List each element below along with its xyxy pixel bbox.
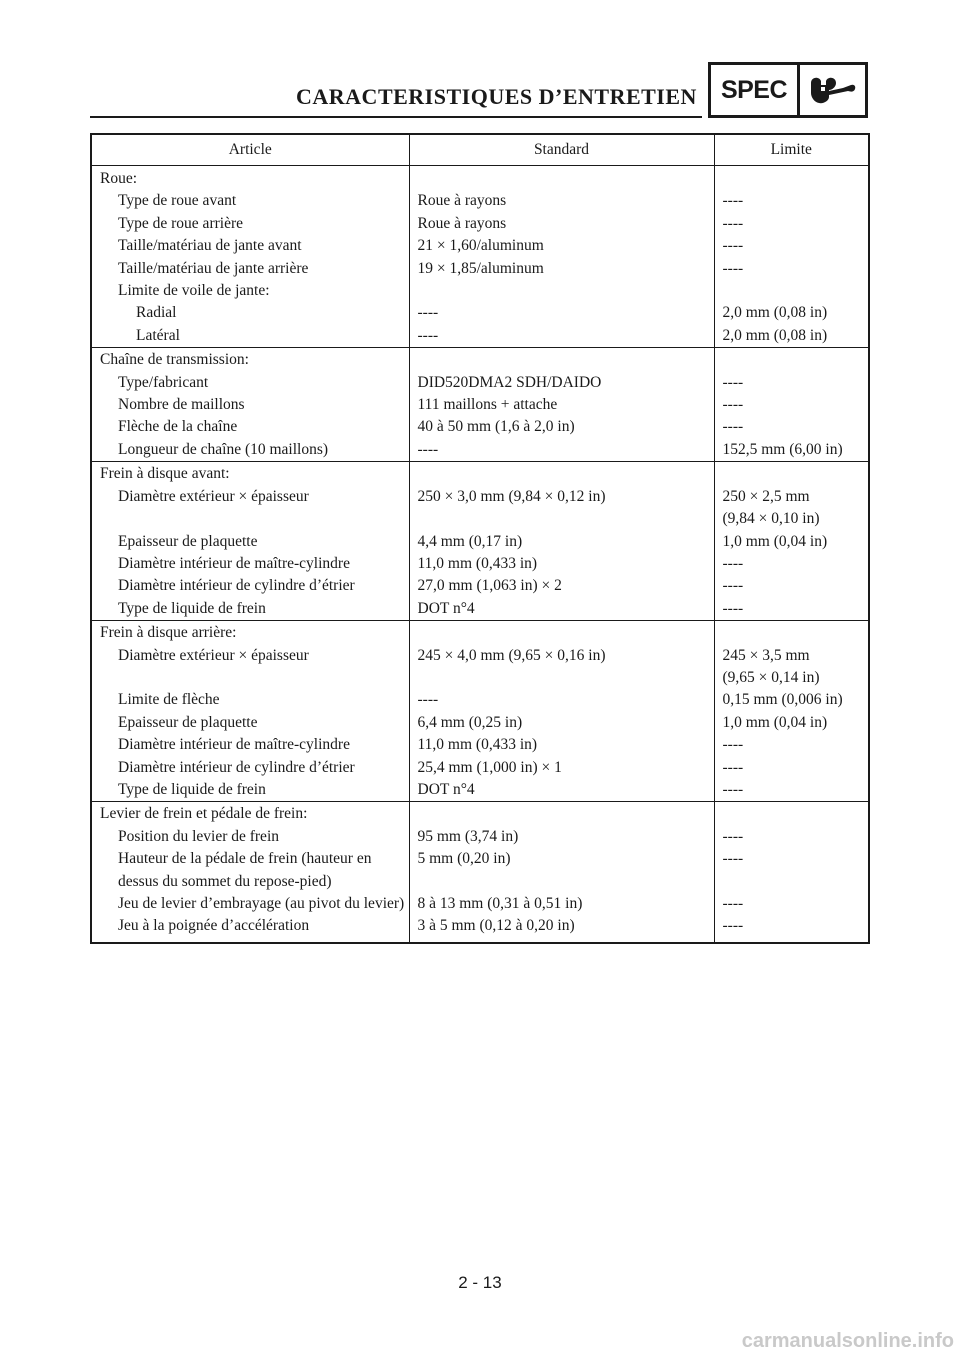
cell-limit	[714, 848, 869, 893]
table-row	[91, 915, 869, 942]
table-row	[91, 325, 869, 348]
table-row	[91, 553, 869, 575]
limit-value: 152,5 mm (6,00 in)	[722, 440, 843, 458]
cell-limit	[714, 258, 869, 280]
spec-badge	[708, 62, 868, 118]
limit-value: ----	[722, 780, 744, 798]
limit-value: 2,0 mm (0,08 in)	[722, 326, 828, 344]
cell-standard: DOT n°4	[409, 598, 714, 621]
cell-limit	[714, 645, 869, 690]
group-title: Levier de frein et pédale de frein:	[91, 802, 409, 826]
cell-standard: 40 à 50 mm (1,6 à 2,0 in)	[409, 416, 714, 438]
cell-limit	[714, 280, 869, 302]
cell-standard: ----	[409, 689, 714, 711]
table-row	[91, 826, 869, 848]
table-row	[91, 757, 869, 779]
cell-article: Type de liquide de frein	[118, 780, 266, 798]
table-row	[91, 531, 869, 553]
cell-standard: 25,4 mm (1,000 in) × 1	[409, 757, 714, 779]
cell-standard: 95 mm (3,74 in)	[409, 826, 714, 848]
limit-value: ----	[722, 418, 744, 436]
cell-limit	[714, 757, 869, 779]
limit-value: ----	[722, 827, 744, 845]
limit-value: ----	[722, 736, 744, 754]
cell-article: Limite de voile de jante:	[118, 282, 270, 300]
cell-limit	[714, 531, 869, 553]
cell-standard: ----	[409, 439, 714, 462]
table-row	[91, 712, 869, 734]
cell-standard: 11,0 mm (0,433 in)	[409, 553, 714, 575]
cell-standard: 27,0 mm (1,063 in) × 2	[409, 575, 714, 597]
limit-value: ----	[722, 237, 744, 255]
cell-limit	[714, 893, 869, 915]
cell-standard: Roue à rayons	[409, 190, 714, 212]
group-header-row	[91, 802, 869, 826]
cell-standard: 21 × 1,60/aluminum	[409, 235, 714, 257]
cell-limit	[714, 712, 869, 734]
cell-article: Type de roue avant	[118, 192, 237, 210]
table-row	[91, 893, 869, 915]
cell-article: Nombre de maillons	[118, 396, 245, 414]
cell-article: Diamètre intérieur de maître-cylindre	[118, 554, 350, 572]
cell-article: Diamètre intérieur de maître-cylindre	[118, 736, 350, 754]
cell-limit	[714, 734, 869, 756]
table-row	[91, 213, 869, 235]
cell-limit	[714, 372, 869, 394]
cell-standard: 3 à 5 mm (0,12 à 0,20 in)	[409, 915, 714, 942]
cell-article: Epaisseur de plaquette	[118, 532, 258, 550]
cell-standard: 111 maillons + attache	[409, 394, 714, 416]
column-header-standard: Standard	[409, 134, 714, 166]
cell-article: Longueur de chaîne (10 maillons)	[118, 440, 329, 458]
cell-standard: ----	[409, 302, 714, 324]
cell-standard: 245 × 4,0 mm (9,65 × 0,16 in)	[409, 645, 714, 690]
group-title: Frein à disque arrière:	[91, 621, 409, 645]
group-header-row	[91, 348, 869, 372]
cell-limit	[714, 689, 869, 711]
cell-standard: 5 mm (0,20 in)	[409, 848, 714, 893]
empty-cell	[409, 348, 714, 372]
empty-cell	[714, 348, 869, 372]
table-row	[91, 848, 869, 893]
table-row	[91, 734, 869, 756]
cell-standard: DID520DMA2 SDH/DAIDO	[409, 372, 714, 394]
empty-cell	[409, 462, 714, 486]
table-header-row	[91, 134, 869, 166]
table-row	[91, 302, 869, 324]
table-row	[91, 439, 869, 462]
limit-value: 1,0 mm (0,04 in)	[722, 532, 828, 550]
cell-limit	[714, 553, 869, 575]
table-row	[91, 645, 869, 690]
group-title: Frein à disque avant:	[91, 462, 409, 486]
limit-value: 0,15 mm (0,006 in)	[722, 691, 843, 709]
limit-value: ----	[722, 373, 744, 391]
table-row	[91, 779, 869, 802]
limit-value: ----	[722, 214, 744, 232]
empty-cell	[714, 166, 869, 191]
page-number: 2 - 13	[458, 1273, 502, 1292]
cell-limit	[714, 235, 869, 257]
group-header-row	[91, 621, 869, 645]
cell-standard: 6,4 mm (0,25 in)	[409, 712, 714, 734]
limit-value: ----	[722, 917, 744, 935]
cell-standard: Roue à rayons	[409, 213, 714, 235]
cell-article: Latéral	[136, 326, 180, 344]
watermark: carmanualsonline.info	[741, 1330, 954, 1352]
cell-article: Taille/matériau de jante avant	[118, 237, 302, 255]
limit-value: ----	[722, 396, 744, 414]
empty-cell	[714, 621, 869, 645]
cell-limit	[714, 915, 869, 942]
cell-article: Jeu à la poignée d’accélération	[118, 917, 310, 935]
limit-value: 250 × 2,5 mm	[722, 487, 810, 505]
limit-value: ----	[722, 577, 744, 595]
cell-standard	[409, 280, 714, 302]
empty-cell	[409, 621, 714, 645]
limit-value: ----	[722, 850, 744, 868]
cell-article: Radial	[136, 304, 177, 322]
table-row	[91, 598, 869, 621]
limit-value-line2: (9,65 × 0,14 in)	[722, 668, 820, 686]
cell-limit	[714, 439, 869, 462]
group-header-row	[91, 166, 869, 191]
cell-article: Diamètre intérieur de cylindre d’étrier	[118, 758, 355, 776]
cell-standard: 250 × 3,0 mm (9,84 × 0,12 in)	[409, 486, 714, 531]
cell-article: Flèche de la chaîne	[118, 418, 238, 436]
header-rule	[90, 116, 702, 118]
limit-value: ----	[722, 259, 744, 277]
cell-limit	[714, 213, 869, 235]
table-row	[91, 689, 869, 711]
limit-value: ----	[722, 192, 744, 210]
cell-standard: 11,0 mm (0,433 in)	[409, 734, 714, 756]
limit-value: 245 × 3,5 mm	[722, 646, 810, 664]
limit-value: 2,0 mm (0,08 in)	[722, 304, 828, 322]
table-row	[91, 486, 869, 531]
cell-article: Diamètre extérieur × épaisseur	[118, 646, 309, 664]
column-header-limit: Limite	[714, 134, 869, 166]
cell-standard: 4,4 mm (0,17 in)	[409, 531, 714, 553]
limit-value: ----	[722, 554, 744, 572]
table-row	[91, 394, 869, 416]
cell-standard: 19 × 1,85/aluminum	[409, 258, 714, 280]
table-row	[91, 372, 869, 394]
cell-article: Position du levier de frein	[118, 827, 279, 845]
cell-article: Type de liquide de frein	[118, 599, 266, 617]
cell-standard: 8 à 13 mm (0,31 à 0,51 in)	[409, 893, 714, 915]
spec-badge-label: SPEC	[711, 65, 800, 115]
group-header-row	[91, 462, 869, 486]
group-title: Chaîne de transmission:	[91, 348, 409, 372]
table-row	[91, 280, 869, 302]
table-row	[91, 416, 869, 438]
column-header-article: Article	[91, 134, 409, 166]
cell-article: Jeu de levier d’embrayage (au pivot du levier)	[118, 895, 405, 912]
cell-limit	[714, 394, 869, 416]
cell-standard: DOT n°4	[409, 779, 714, 802]
cell-article: Taille/matériau de jante arrière	[118, 259, 309, 277]
empty-cell	[714, 802, 869, 826]
table-row	[91, 258, 869, 280]
cell-limit	[714, 416, 869, 438]
cell-limit	[714, 190, 869, 212]
cell-article: Epaisseur de plaquette	[118, 713, 258, 731]
cell-article: Hauteur de la pédale de frein (hauteur en dessus du sommet du repose-pied)	[118, 850, 372, 890]
cell-limit	[714, 302, 869, 324]
page-title: CARACTERISTIQUES D’ENTRETIEN	[296, 84, 697, 109]
cell-article: Diamètre intérieur de cylindre d’étrier	[118, 577, 355, 595]
empty-cell	[409, 166, 714, 191]
cell-article: Type/fabricant	[118, 373, 209, 391]
table-row	[91, 235, 869, 257]
cell-limit	[714, 779, 869, 802]
group-title: Roue:	[91, 166, 409, 191]
cell-limit	[714, 486, 869, 531]
table-row	[91, 575, 869, 597]
limit-value: ----	[722, 758, 744, 776]
cell-standard: ----	[409, 325, 714, 348]
limit-value: ----	[722, 599, 744, 617]
cell-limit	[714, 826, 869, 848]
cell-article: Type de roue arrière	[118, 214, 243, 232]
cell-article: Diamètre extérieur × épaisseur	[118, 487, 309, 505]
limit-value: 1,0 mm (0,04 in)	[722, 713, 828, 731]
table-row	[91, 190, 869, 212]
empty-cell	[714, 462, 869, 486]
cell-limit	[714, 598, 869, 621]
cell-article: Limite de flèche	[118, 691, 220, 709]
spec-table	[90, 133, 870, 944]
empty-cell	[409, 802, 714, 826]
cell-limit	[714, 575, 869, 597]
wrench-icon	[800, 65, 865, 115]
cell-limit	[714, 325, 869, 348]
limit-value: ----	[722, 895, 744, 912]
limit-value-line2: (9,84 × 0,10 in)	[722, 510, 820, 528]
